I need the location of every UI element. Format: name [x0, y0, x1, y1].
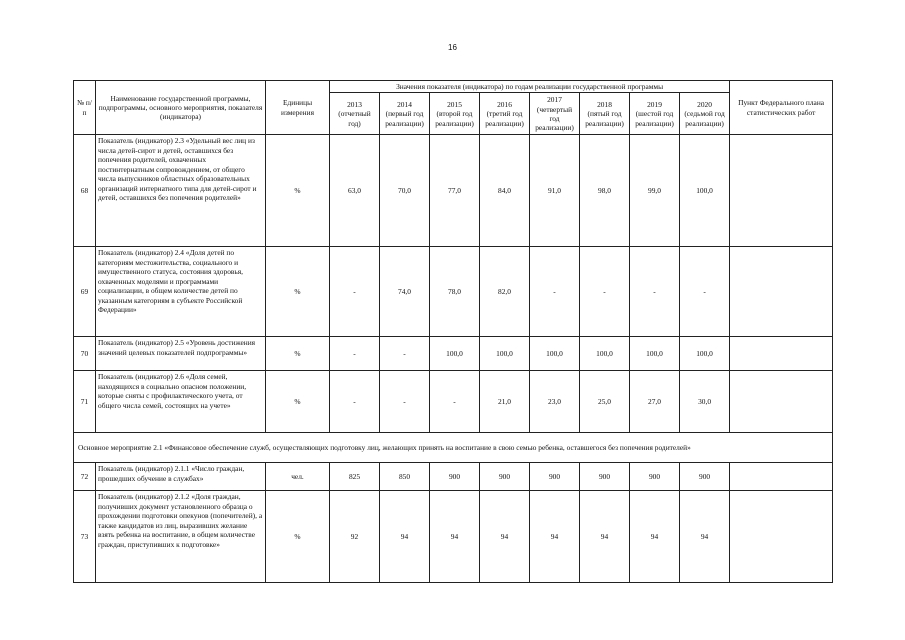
section-row-text: Основное мероприятие 2.1 «Финансовое обеспечение служб, осуществляющих подготовку лиц, желающих принять на воспитание в свою семью ребенка, оставшегося без попечения родителей» — [74, 433, 833, 463]
row-federal — [730, 463, 833, 491]
row-value: 70,0 — [380, 135, 430, 247]
header-year-note: (седьмой год реализации) — [684, 109, 725, 128]
header-year-note: (отчетный год) — [338, 109, 371, 128]
row-num: 73 — [74, 491, 96, 583]
row-unit: % — [266, 337, 330, 371]
row-value: 100,0 — [530, 337, 580, 371]
row-unit: % — [266, 371, 330, 433]
row-value: - — [380, 337, 430, 371]
row-federal — [730, 337, 833, 371]
row-value: 94 — [680, 491, 730, 583]
row-value: - — [630, 247, 680, 337]
row-unit: % — [266, 135, 330, 247]
row-value: 94 — [430, 491, 480, 583]
row-value: - — [330, 371, 380, 433]
header-year — [630, 93, 680, 135]
row-unit: % — [266, 491, 330, 583]
row-value: 94 — [580, 491, 630, 583]
row-num: 68 — [74, 135, 96, 247]
row-name: Показатель (индикатор) 2.1.1 «Число граждан, прошедших обучение в службах» — [96, 463, 266, 491]
table-body — [74, 135, 833, 583]
row-value: 900 — [430, 463, 480, 491]
header-federal: Пункт Федерального плана статистических работ — [730, 81, 833, 135]
row-value: 900 — [630, 463, 680, 491]
row-value: 100,0 — [480, 337, 530, 371]
row-value: 900 — [480, 463, 530, 491]
row-value: - — [330, 337, 380, 371]
row-value: 63,0 — [330, 135, 380, 247]
row-unit: чел. — [266, 463, 330, 491]
header-year — [680, 93, 730, 135]
row-value: 825 — [330, 463, 380, 491]
row-value: 100,0 — [680, 337, 730, 371]
row-name: Показатель (индикатор) 2.5 «Уровень достижения значений целевых показателей подпрограммы» — [96, 337, 266, 371]
row-value: 82,0 — [480, 247, 530, 337]
page-number: 16 — [448, 43, 457, 52]
header-unit: Единицы измерения — [266, 81, 330, 135]
row-num: 70 — [74, 337, 96, 371]
header-year — [430, 93, 480, 135]
header-year-note: (четвертый год реализации) — [535, 104, 574, 133]
row-value: 74,0 — [380, 247, 430, 337]
row-value: 77,0 — [430, 135, 480, 247]
header-year-value: 2017 — [547, 95, 562, 105]
header-year-note: (третий год реализации) — [485, 109, 524, 128]
row-value: - — [430, 371, 480, 433]
row-value: 94 — [380, 491, 430, 583]
header-year — [530, 93, 580, 135]
row-value: 25,0 — [580, 371, 630, 433]
row-num: 72 — [74, 463, 96, 491]
table-header — [74, 81, 833, 135]
row-name: Показатель (индикатор) 2.4 «Доля детей по категориям местожительства, социального и имущественного статуса, состояния здоровья, охваченных моделями и программами социализации, в общем количестве детей по указанным категориям в субъекте Российской Федерации» — [96, 247, 266, 337]
header-year-value: 2018 — [597, 99, 612, 109]
table-row — [74, 371, 833, 433]
row-num: 71 — [74, 371, 96, 433]
row-federal — [730, 247, 833, 337]
row-value: 98,0 — [580, 135, 630, 247]
table-row — [74, 491, 833, 583]
row-value: 91,0 — [530, 135, 580, 247]
table-row — [74, 247, 833, 337]
row-federal — [730, 491, 833, 583]
row-federal — [730, 371, 833, 433]
row-value: - — [680, 247, 730, 337]
row-value: 900 — [680, 463, 730, 491]
header-year-value: 2020 — [697, 99, 712, 109]
row-value: 100,0 — [630, 337, 680, 371]
header-year-note: (первый год реализации) — [385, 109, 424, 128]
row-federal — [730, 135, 833, 247]
row-value: 100,0 — [580, 337, 630, 371]
row-value: 99,0 — [630, 135, 680, 247]
table-row — [74, 337, 833, 371]
header-year — [580, 93, 630, 135]
row-value: 850 — [380, 463, 430, 491]
row-name: Показатель (индикатор) 2.3 «Удельный вес лиц из числа детей-сирот и детей, оставшихся без попечения родителей, охваченных постинтернатным сопровождением, от общего числа выпускников областных образовательных организаций интернатного типа для детей-сирот и детей, оставшихся без попечения родителей» — [96, 135, 266, 247]
row-value: 78,0 — [430, 247, 480, 337]
table-row — [74, 135, 833, 247]
header-year-note: (пятый год реализации) — [585, 109, 624, 128]
row-value: 21,0 — [480, 371, 530, 433]
row-value: 900 — [530, 463, 580, 491]
row-value: 900 — [580, 463, 630, 491]
table-row — [74, 463, 833, 491]
row-value: 23,0 — [530, 371, 580, 433]
row-value: - — [330, 247, 380, 337]
header-year-note: (второй год реализации) — [435, 109, 474, 128]
row-value: 84,0 — [480, 135, 530, 247]
row-value: 27,0 — [630, 371, 680, 433]
row-value: 94 — [480, 491, 530, 583]
header-values-group: Значения показателя (индикатора) по годам реализации государственной программы — [330, 81, 730, 93]
header-year-value: 2013 — [347, 99, 362, 109]
row-value: - — [380, 371, 430, 433]
header-year-value: 2015 — [447, 99, 462, 109]
row-value: 100,0 — [680, 135, 730, 247]
header-name: Наименование государственной программы, подпрограммы, основного мероприятия, показателя (индикатора) — [96, 81, 266, 135]
header-year — [380, 93, 430, 135]
header-num: № п/п — [74, 81, 96, 135]
row-value: 92 — [330, 491, 380, 583]
header-year-value: 2014 — [397, 99, 412, 109]
row-value: 94 — [530, 491, 580, 583]
row-value: 30,0 — [680, 371, 730, 433]
indicators-table — [73, 80, 833, 583]
row-value: 100,0 — [430, 337, 480, 371]
header-year-note: (шестой год реализации) — [635, 109, 674, 128]
row-value: 94 — [630, 491, 680, 583]
row-name: Показатель (индикатор) 2.1.2 «Доля граждан, получивших документ установленного образца о прохождении подготовки опекунов (попечителей), а также кандидатов из лиц, выразивших желание взять ребенка на воспитание, в общем количестве граждан, приступивших к подготовке» — [96, 491, 266, 583]
section-row — [74, 433, 833, 463]
header-year — [480, 93, 530, 135]
header-year-value: 2019 — [647, 99, 662, 109]
header-year — [330, 93, 380, 135]
row-name: Показатель (индикатор) 2.6 «Доля семей, находящихся в социально опасном положении, которые сняты с профилактического учета, от общего числа семей, состоящих на учете» — [96, 371, 266, 433]
row-value: - — [580, 247, 630, 337]
row-unit: % — [266, 247, 330, 337]
row-value: - — [530, 247, 580, 337]
header-year-value: 2016 — [497, 99, 512, 109]
row-num: 69 — [74, 247, 96, 337]
